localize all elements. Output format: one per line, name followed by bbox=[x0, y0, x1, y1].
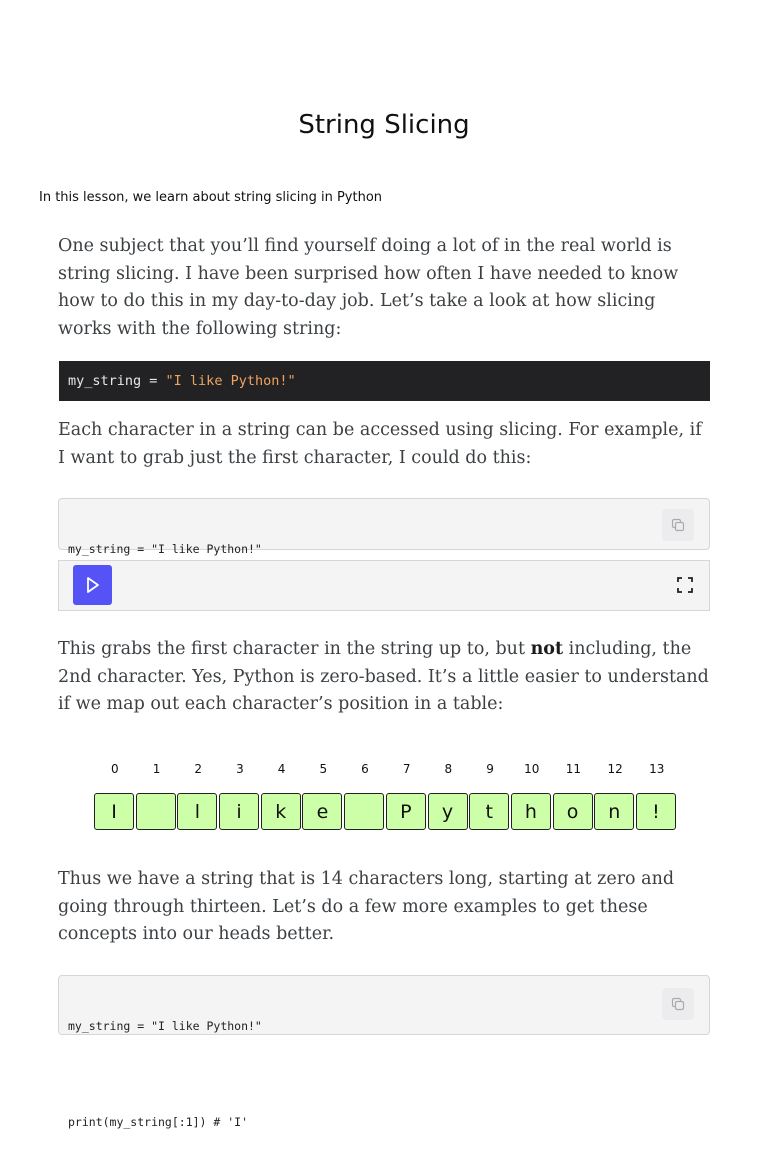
string-code-snippet bbox=[59, 361, 710, 401]
access-paragraph: Each character in a string can be accessed using slicing. For example, if I want to grab just the first character, I could do this: bbox=[58, 420, 702, 468]
char-cell: n bbox=[594, 793, 634, 830]
char-cell: P bbox=[386, 793, 426, 830]
copy-icon bbox=[671, 518, 685, 532]
copy-button[interactable] bbox=[662, 509, 694, 541]
code-run-bar bbox=[58, 560, 710, 611]
index-label: 9 bbox=[486, 762, 494, 776]
char-cell: e bbox=[302, 793, 342, 830]
index-label: 0 bbox=[111, 762, 119, 776]
fullscreen-icon bbox=[677, 577, 693, 593]
index-label: 8 bbox=[444, 762, 453, 776]
char-cell: l bbox=[177, 793, 217, 830]
code-block-examples[interactable] bbox=[58, 975, 710, 1129]
char-cell bbox=[136, 793, 176, 830]
fullscreen-button[interactable] bbox=[675, 575, 695, 595]
char-cell: y bbox=[428, 793, 468, 830]
index-label: 4 bbox=[277, 762, 286, 776]
index-label: 5 bbox=[319, 762, 328, 776]
index-row bbox=[94, 762, 678, 776]
page-title: String Slicing bbox=[298, 110, 470, 140]
char-cell bbox=[344, 793, 384, 830]
code-line: print(my_string[:1]) # 'I' bbox=[68, 1115, 249, 1129]
char-cell: i bbox=[219, 793, 259, 830]
char-cell: k bbox=[261, 793, 301, 830]
emphasis-not: not bbox=[530, 639, 564, 659]
summary-paragraph: Thus we have a string that is 14 characters long, starting at zero and going through thirteen. Let’s do a few more examples to get these concepts into our heads better. bbox=[58, 869, 675, 944]
char-cell: I bbox=[94, 793, 134, 830]
index-label: 12 bbox=[607, 762, 623, 776]
code-line: my_string = "I like Python!" bbox=[68, 542, 262, 556]
index-label: 6 bbox=[361, 762, 369, 776]
play-icon bbox=[85, 576, 101, 594]
char-cell: h bbox=[511, 793, 551, 830]
code-string-literal: "I like Python!" bbox=[165, 373, 296, 389]
char-cell: o bbox=[553, 793, 593, 830]
copy-button[interactable] bbox=[662, 988, 694, 1020]
copy-icon bbox=[671, 997, 685, 1011]
char-cell: t bbox=[469, 793, 509, 830]
code-block-first-char[interactable] bbox=[58, 498, 710, 556]
code-line: my_string = "I like Python!" bbox=[68, 1019, 262, 1033]
zero-based-paragraph bbox=[58, 636, 714, 719]
character-table bbox=[94, 793, 678, 830]
zero-based-text-2: including, the 2nd character. Yes, Python is zero-based. It’s a little easier to understand if we map out each character’s position in a table: bbox=[58, 639, 709, 714]
char-cell: ! bbox=[636, 793, 676, 830]
index-label: 1 bbox=[152, 762, 161, 776]
index-label: 10 bbox=[524, 762, 540, 776]
lesson-subtitle: In this lesson, we learn about string slicing in Python bbox=[39, 190, 383, 205]
run-button[interactable] bbox=[73, 565, 112, 605]
index-label: 13 bbox=[649, 762, 665, 776]
code-prefix: my_string = bbox=[68, 373, 166, 389]
intro-paragraph: One subject that you’ll find yourself doing a lot of in the real world is string slicing. I have been surprised how often I have needed to know how to do this in my day-to-day job. Let’s take a look at how slicing works with the following string: bbox=[58, 236, 679, 339]
index-label: 11 bbox=[565, 762, 582, 776]
index-label: 3 bbox=[236, 762, 244, 776]
zero-based-text-1: This grabs the first character in the string up to, but bbox=[58, 639, 531, 659]
index-label: 7 bbox=[402, 762, 411, 776]
index-label: 2 bbox=[194, 762, 203, 776]
